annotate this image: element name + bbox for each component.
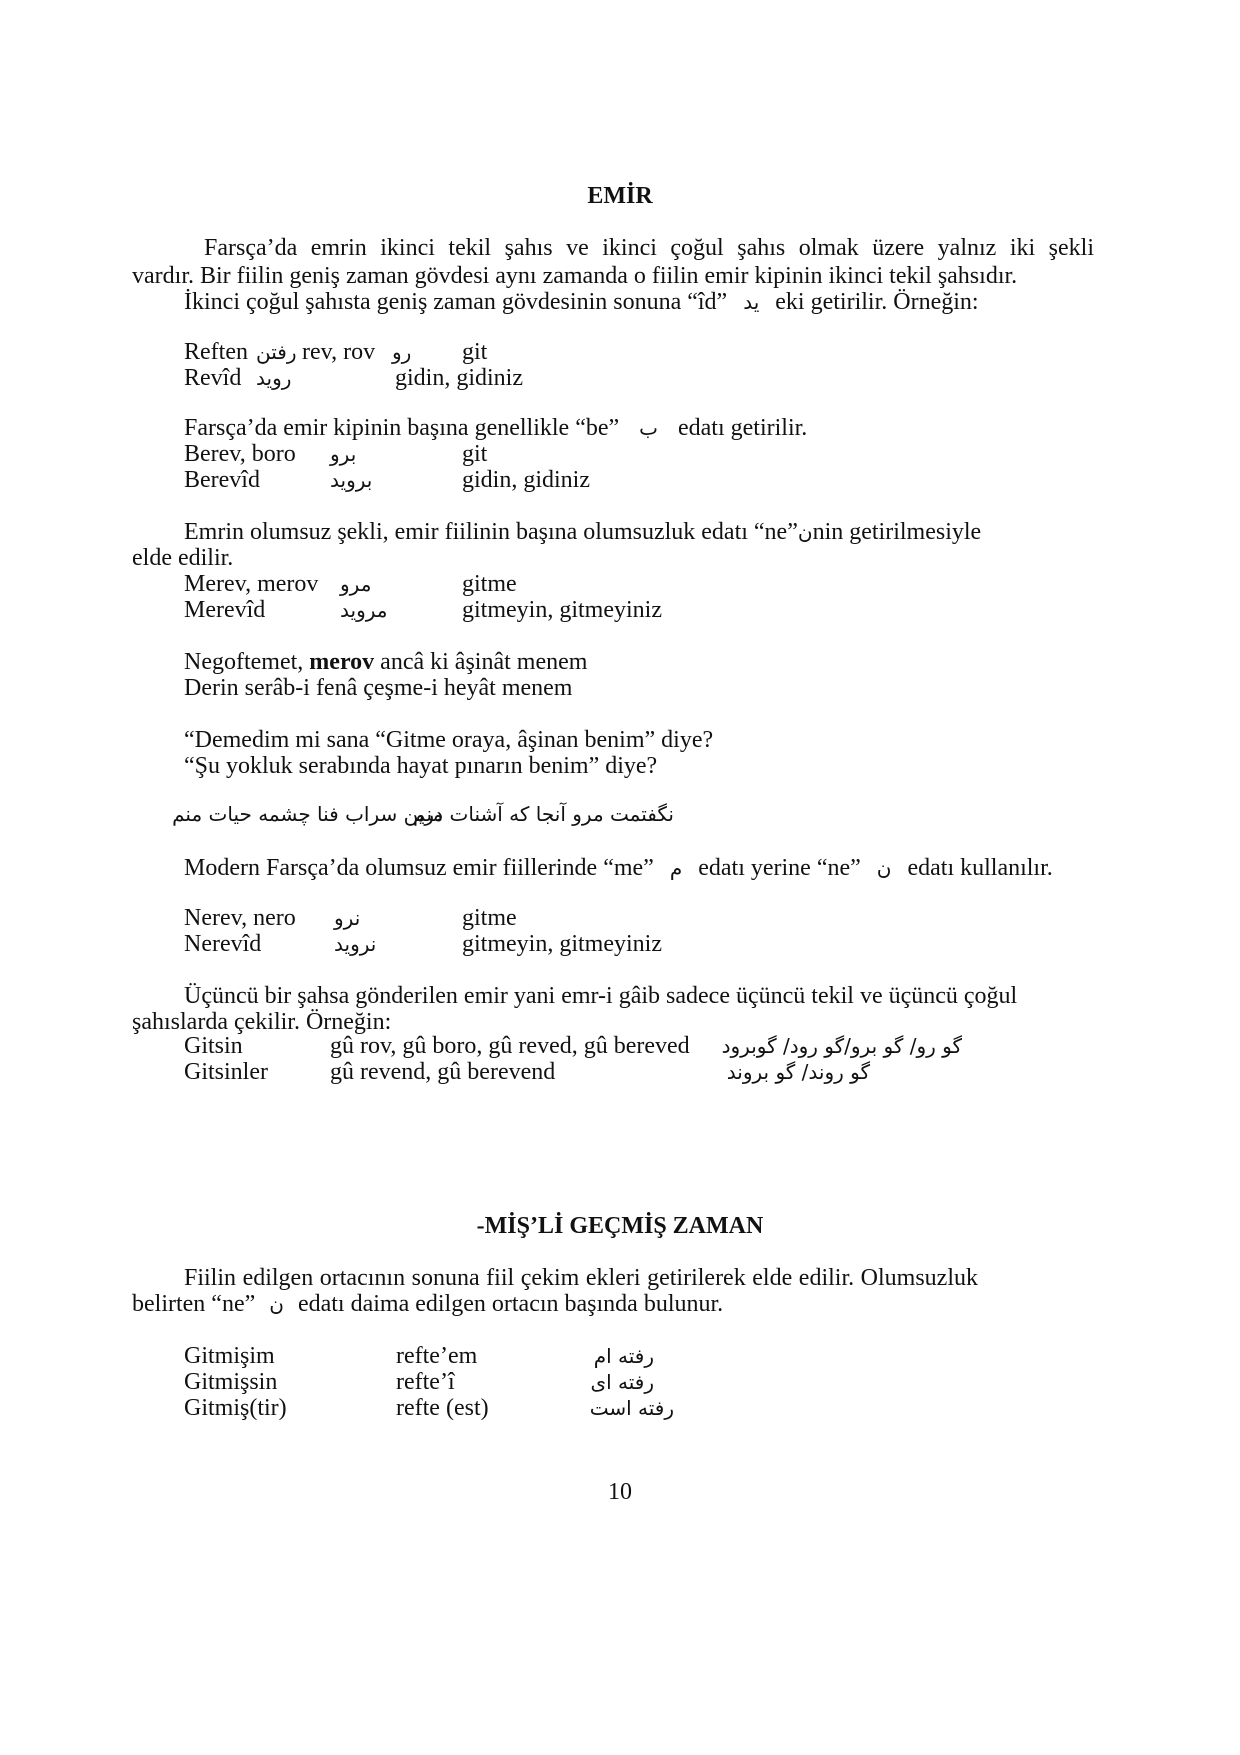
arabic-berev: برو [330,442,357,466]
conj-lat-2: refte’î [396,1369,455,1395]
be-paragraph [184,414,807,442]
third-line1: Üçüncü bir şahsa gönderilen emir yani emr-i gâib sadece üçüncü tekil ve üçüncü çoğul [184,983,1018,1009]
word-berev: Berev, boro [184,441,296,467]
word: Reften [184,339,248,365]
example-row-reften [184,338,248,366]
conj-tr-3: Gitmiş(tir) [184,1395,287,1421]
poem-l1-bold: merov [309,649,375,675]
poem-arabic-1: نگفتمت مرو آنجا که آشنات منم [413,802,674,826]
translation-gitmeyin: gitmeyin, gitmeyiniz [462,931,662,957]
conj-ar-3: رفته است [589,1396,674,1420]
arabic-ne: ن [269,1292,284,1316]
mis-line1: Fiilin edilgen ortacının sonuna fiil çekim ekleri getirilerek elde edilir. Olumsuzluk [184,1265,978,1291]
section-title-emir: EMİR [587,183,653,209]
suffix-id-arabic: ید [743,290,760,314]
word-gitsinler: Gitsinler [184,1059,268,1085]
translation-git: git [462,441,488,467]
intro-line3-text-a: İkinci çoğul şahısta geniş zaman gövdesinin sonuna “îd” [184,289,728,315]
poem-l1-b: ancâ ki âşinât menem [380,649,588,675]
arabic-reften: رفتن [256,340,297,364]
poem-line2: Derin serâb-i fenâ çeşme-i heyât menem [184,675,573,701]
be-text-b: edatı getirilir. [678,415,808,441]
be-text-a: Farsça’da emir kipinin başına genellikle “be” [184,415,620,441]
intro-line2: vardır. Bir fiilin geniş zaman gövdesi aynı zamanda o fiilin emir kipinin ikinci tekil şahsıdır. [132,263,1018,289]
conj-lat-1: refte’em [396,1343,478,1369]
poem-arabic-2: درین سراب فنا چشمه حیات منم [172,802,443,826]
translation-gitme: gitme [462,905,517,931]
conj-tr-2: Gitmişsin [184,1369,278,1395]
translit-gitsinler: gû revend, gû berevend [330,1059,556,1085]
modern-text-c: edatı kullanılır. [907,855,1053,881]
arabic-ne: ن [876,856,892,880]
neg-paragraph-line1 [184,518,982,546]
translation-gitme: gitme [462,571,517,597]
arabic-nerevid: نروید [334,932,377,956]
conj-tr-1: Gitmişim [184,1343,275,1369]
arabic-merev: مرو [340,572,372,596]
poem-translation-1: “Demedim mi sana “Gitme oraya, âşinan benim” diye? [184,727,714,753]
modern-paragraph [184,854,1053,882]
arabic-merevid: مروید [340,598,388,622]
intro-line1: Farsça’da emrin ikinci tekil şahıs ve ikinci çoğul şahıs olmak üzere yalnız iki şekli [204,235,1094,261]
third-line2: şahıslarda çekilir. Örneğin: [132,1009,392,1035]
page-number: 10 [608,1479,632,1505]
conj-ar-2: رفته ای [590,1370,654,1394]
arabic-ne: ن [797,520,813,544]
word-revid: Revîd [184,365,242,391]
arabic-gitsinler: گو روند/ گو بروند [726,1060,870,1084]
conj-ar-1: رفته ام [593,1344,654,1368]
arabic-me: م [669,856,683,880]
word-nerev: Nerev, nero [184,905,296,931]
intro-paragraph-line1 [148,234,1094,263]
arabic-nerev: نرو [334,906,361,930]
conj-lat-3: refte (est) [396,1395,489,1421]
arabic-rev: رو [392,340,412,364]
translit-gitsin: gû rov, gû boro, gû reved, gû bereved [330,1033,690,1059]
word-merev: Merev, merov [184,571,319,597]
mis-line2 [132,1290,723,1318]
neg-text-a: Emrin olumsuz şekli, emir fiilinin başına olumsuzluk edatı “ne” [184,519,798,545]
translation-git: git [462,339,488,365]
modern-text-a: Modern Farsça’da olumsuz emir fiillerinde “me” [184,855,654,881]
translation-gidin: gidin, gidiniz [395,365,523,391]
poem-l1-a: Negoftemet, [184,649,304,675]
arabic-gitsin: گو رو/ گو برو/گو رود/ گوبرود [721,1034,962,1058]
mis-line2-a: belirten “ne” [132,1291,256,1317]
mis-line2-b: edatı daima edilgen ortacın başında bulunur. [297,1291,724,1317]
word-gitsin: Gitsin [184,1033,243,1059]
intro-line3 [184,288,979,316]
arabic-be: ب [639,416,658,440]
stem-rev-rov: rev, rov [302,339,376,365]
word-nerevid: Nerevîd [184,931,262,957]
poem-line1 [184,648,587,676]
section-title-mis: -MİŞ’Lİ GEÇMİŞ ZAMAN [476,1213,764,1239]
arabic-berevid: بروید [330,468,373,492]
poem-translation-2: “Şu yokluk serabında hayat pınarın benim” diye? [184,753,658,779]
word-merevid: Merevîd [184,597,266,623]
arabic-revid: روید [256,366,292,390]
word-berevid: Berevîd [184,467,260,493]
neg-line2: elde edilir. [132,545,234,571]
neg-text-b: nin getirilmesiyle [812,519,982,545]
translation-gitmeyin: gitmeyin, gitmeyiniz [462,597,662,623]
intro-line3-text-b: eki getirilir. Örneğin: [775,289,979,315]
modern-text-b: edatı yerine “ne” [698,855,861,881]
translation-gidin: gidin, gidiniz [462,467,590,493]
